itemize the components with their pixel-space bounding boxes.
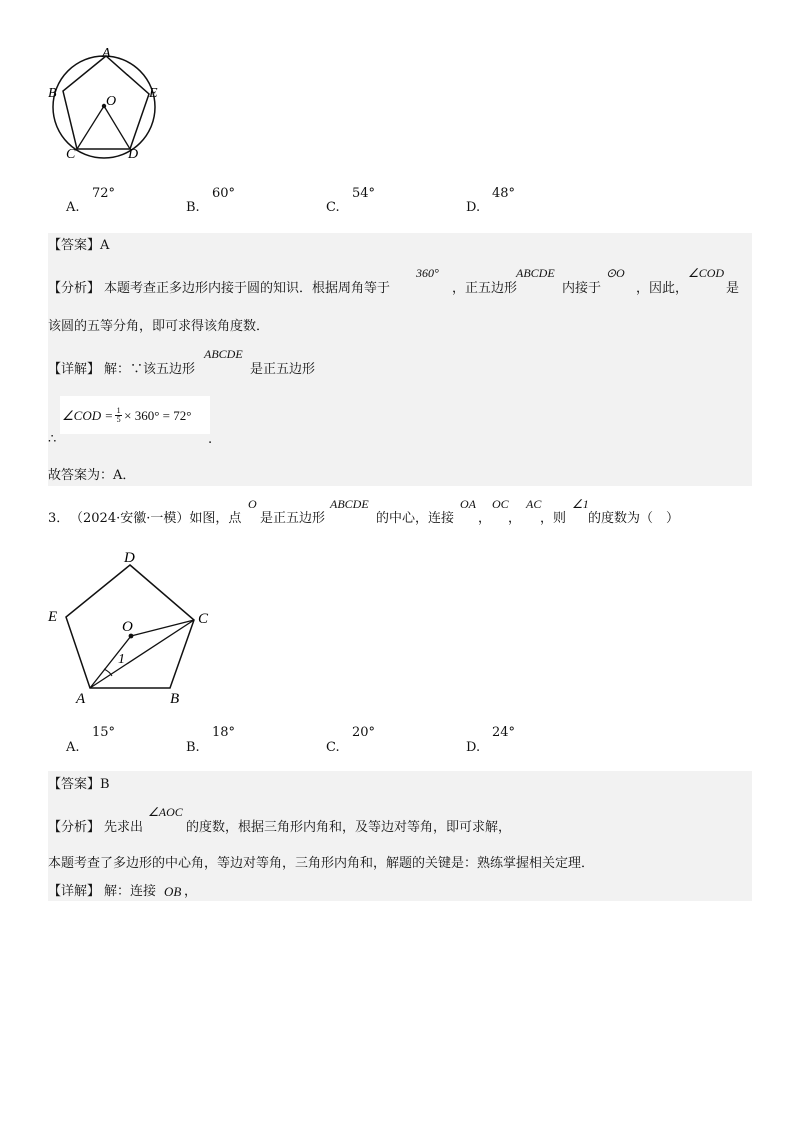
q2-analysis-math-angle-cod: ∠COD	[688, 266, 725, 280]
q3-label-c: C	[198, 611, 209, 627]
q3-math-abcde: ABCDE	[330, 497, 369, 511]
q2-analysis-text-2: ，正五边形	[452, 281, 518, 296]
q3-label-b: B	[170, 691, 180, 707]
q2-label-d: D	[128, 147, 139, 162]
q2-formula-fraction	[115, 407, 122, 424]
q2-analysis-text-1: 本题考查正多边形内接于圆的知识．根据周角等于	[104, 281, 391, 296]
q3-source: （2024·安徽·一模）如图，点	[70, 511, 242, 526]
q2-analysis-math-abcde: ABCDE	[516, 266, 555, 280]
q3-option-b-value: 18°	[212, 725, 236, 740]
q3-analysis-text-2: 的度数，根据三角形内角和，及等边对等角，即可求解，	[186, 820, 512, 835]
q3-option-c-value: 20°	[352, 725, 376, 740]
q2-detail-tag: 【详解】	[48, 362, 101, 377]
q2-formula-box	[60, 396, 210, 434]
q3-pentagon-figure	[44, 545, 224, 710]
q2-period: .	[208, 432, 213, 447]
q3-option-d-letter: D.	[466, 740, 481, 755]
q3-number: 3．	[48, 511, 70, 526]
q3-label-angle-1: 1	[118, 652, 125, 667]
q2-analysis-math-360: 360°	[416, 266, 439, 280]
q2-analysis-text-4: ，因此，	[636, 281, 689, 296]
q2-option-b-letter: B.	[186, 200, 200, 215]
q2-label-a: A	[102, 46, 111, 61]
q2-analysis-math-circle-o: ⊙O	[606, 266, 625, 280]
q3-math-angle-1: ∠1	[572, 497, 589, 511]
q3-segment-oc	[131, 620, 194, 636]
q2-option-d-letter: D.	[466, 200, 481, 215]
q2-label-e: E	[149, 86, 158, 101]
q3-analysis-line-2: 本题考查了多边形的中心角，等边对等角，三角形内角和，解题的关键是：熟练掌握相关定理．	[48, 856, 595, 871]
q2-option-d-value: 48°	[492, 186, 516, 201]
q2-formula-numerator: 1	[116, 406, 121, 415]
q2-conclusion: 故答案为：A．	[48, 468, 136, 483]
q3-option-c-letter: C.	[326, 740, 340, 755]
q3-analysis-math-angle-aoc: ∠AOC	[148, 805, 183, 819]
q3-analysis-tag: 【分析】	[48, 820, 101, 835]
q2-formula-denominator: 5	[116, 415, 121, 424]
q3-option-a-letter: A.	[66, 740, 80, 755]
q3-answer: 【答案】B	[48, 777, 110, 792]
q3-text-1: 是正五边形	[260, 511, 326, 526]
q3-math-oa: OA	[460, 497, 476, 511]
q3-label-d: D	[124, 550, 135, 566]
q3-angle-arc	[104, 669, 112, 676]
q2-option-c-value: 54°	[352, 186, 376, 201]
q2-formula-right: × 360° = 72°	[124, 407, 192, 423]
q3-option-a-value: 15°	[92, 725, 116, 740]
q2-analysis-line-2: 该圆的五等分角，即可求得该角度数．	[48, 319, 270, 334]
q2-analysis-text-3: 内接于	[562, 281, 602, 296]
q3-label-a: A	[76, 691, 86, 707]
q3-comma-1: ，	[478, 511, 492, 526]
q2-analysis-tag: 【分析】	[48, 281, 101, 296]
q2-detail-text-2: 是正五边形	[250, 362, 316, 377]
q3-option-b-letter: B.	[186, 740, 200, 755]
q3-detail-math-ob: OB	[164, 884, 182, 899]
q3-label-e: E	[48, 609, 58, 625]
q2-option-a-letter: A.	[66, 200, 80, 215]
q2-analysis-text-5: 是	[726, 281, 740, 296]
q2-answer: 【答案】A	[48, 238, 110, 253]
q3-solution-block	[48, 771, 752, 901]
q3-detail-end: ，	[184, 884, 198, 899]
q3-text-3: ，则	[540, 511, 567, 526]
q3-text-2: 的中心，连接	[376, 511, 455, 526]
q3-detail-text: 解：连接	[104, 884, 157, 899]
q3-segment-ac	[90, 620, 194, 688]
q2-segment-oc	[77, 106, 104, 149]
q2-segment-od	[104, 106, 130, 149]
q3-label-o: O	[122, 619, 133, 635]
q2-formula-left: ∠COD =	[62, 407, 114, 423]
q2-solution-block	[48, 233, 752, 486]
q2-label-o: O	[106, 94, 117, 109]
q3-detail-tag: 【详解】	[48, 884, 101, 899]
q3-option-d-value: 24°	[492, 725, 516, 740]
q2-formula	[62, 407, 191, 424]
q2-option-c-letter: C.	[326, 200, 340, 215]
q3-analysis-text-1: 先求出	[104, 820, 144, 835]
q2-label-b: B	[48, 86, 57, 101]
q2-detail-text-1: 解：∵该五边形	[104, 362, 196, 377]
q3-text-4: 的度数为（ ）	[588, 511, 680, 526]
q3-math-o: O	[248, 497, 257, 511]
q3-comma-2: ，	[508, 511, 522, 526]
q3-math-ac: AC	[526, 497, 542, 511]
q2-option-b-value: 60°	[212, 186, 236, 201]
q3-math-oc: OC	[492, 497, 509, 511]
q2-therefore: ∴	[48, 432, 57, 447]
q2-detail-math-abcde: ABCDE	[204, 347, 243, 361]
q2-circle-pentagon-figure	[40, 45, 170, 165]
q2-label-c: C	[66, 147, 76, 162]
q2-option-a-value: 72°	[92, 186, 116, 201]
